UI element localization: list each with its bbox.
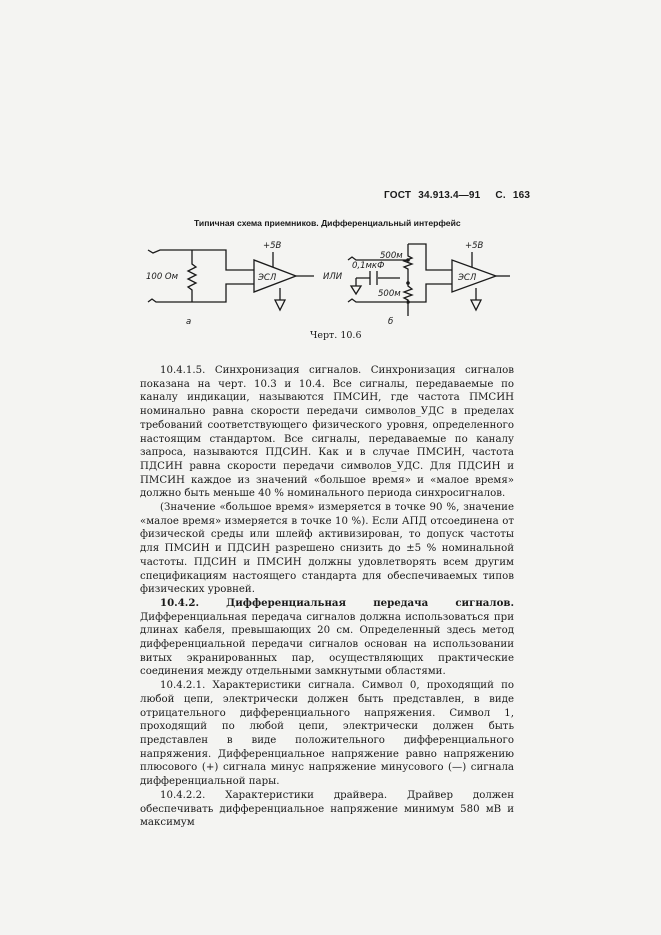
cap-gnd [351, 286, 361, 294]
gnd-b [471, 300, 481, 310]
standard-number: 34.913.4—91 [418, 190, 481, 201]
wire-a-bottom [192, 284, 254, 302]
junction-b-2 [406, 281, 410, 285]
paragraph-10-4-2-1: 10.4.2.1. Характеристики сигнала. Символ 0, проходящий по любой цепи, электрически должен быть представлен, в виде отрицательного дифференциального напряжения. Символ 1, проходящий по любой цепи, электрически должен быть представлен в виде положительного дифференциального напряжения. Дифференциальное напряжение равно напряжению плюсового (+) сигнала минус напряжение минусового (—) сигнала дифференциальной пары. [140, 680, 514, 788]
sublabel-b: б [388, 317, 394, 327]
resistor-label-top-b: 500м [380, 251, 403, 261]
vplus-label-a: +5В [263, 241, 282, 251]
or-label: ИЛИ [323, 272, 343, 282]
gnd-a [275, 300, 285, 310]
sublabel-a: а [186, 317, 192, 327]
junction-b-1 [406, 258, 410, 262]
junction-b-3 [406, 300, 410, 304]
vplus-label-b: +5В [465, 241, 484, 251]
wire-a-top [192, 250, 254, 270]
capacitor-label: 0,1мкФ [352, 261, 385, 271]
wire-b-bottom [408, 284, 452, 302]
input-line-bottom-a [148, 299, 192, 302]
ecl-label-b: ЭСЛ [458, 273, 477, 283]
resistor-label-bottom-b: 500м [378, 289, 401, 299]
paragraph-value-note: (Значение «большое время» измеряется в точке 90 %, значение «малое время» измеряется в точке 10 %). Если АПД отсоединена от физической среды или шлейф активизирован, то допуск частоты для ПМСИН и ПДСИН разрешено снизить до ±5 % номинальной частоты. ПДСИН и ПМСИН должны удовлетворять всем другим спецификациям настоящего стандарта для обеспечиваемых типов физических уровней. [140, 502, 514, 596]
paragraph-10-4-2 [140, 597, 514, 679]
capacitor-plates [370, 271, 377, 285]
input-line-bottom-b [348, 299, 406, 302]
resistor-a [188, 250, 196, 302]
page-prefix: С. [495, 190, 506, 201]
page-number: 163 [512, 190, 531, 201]
figure-caption: Черт. 10.6 [310, 330, 362, 341]
figure-title: Типичная схема приемников. Дифференциальный интерфейс [194, 218, 461, 228]
section-title-10-4-2: 10.4.2. Дифференциальная передача сигналов. [160, 596, 514, 609]
input-line-top-a [148, 250, 192, 253]
page-header [384, 190, 531, 201]
wire-b-top [408, 244, 452, 270]
standard-label: ГОСТ [384, 190, 412, 201]
resistor-top-b [404, 244, 412, 282]
resistor-label-a: 100 Ом [146, 272, 179, 282]
resistor-bottom-b [404, 284, 412, 316]
paragraph-10-4-2-2: 10.4.2.2. Характеристики драйвера. Драйвер должен обеспечивать дифференциальное напряжение минимум 580 мВ и максимум [140, 789, 514, 829]
paragraph-10-4-1-5: 10.4.1.5. Синхронизация сигналов. Синхронизация сигналов показана на черт. 10.3 и 10.4. Все сигналы, передаваемые по каналу индикации, называются ПМСИН, где частота ПМСИН номинально равна скорости передачи символов_УДС в пределах требований соответствующего физического уровня, определенного настоящим стандартом. Все сигналы, передаваемые по каналу запроса, называются ПДСИН. Как и в случае ПМСИН, частота ПДСИН равна скорости передачи символов_УДС. Для ПДСИН и ПМСИН каждое из значений «большое время» и «малое время» должно быть меньше 40 % номинального периода синхросигналов. [140, 365, 514, 500]
ecl-label-a: ЭСЛ [258, 273, 277, 283]
paragraph-10-4-2-text: Дифференциальная передача сигналов должна использоваться при длинах кабеля, превышающих 20 см. Определенный здесь метод дифференциальной передачи сигналов основан на использовании витых экранированных пар, осуществляющих практические соединения между отдельными замкнутыми областями. [140, 611, 514, 678]
body-text [140, 364, 514, 830]
receiver-schematic [130, 236, 510, 328]
